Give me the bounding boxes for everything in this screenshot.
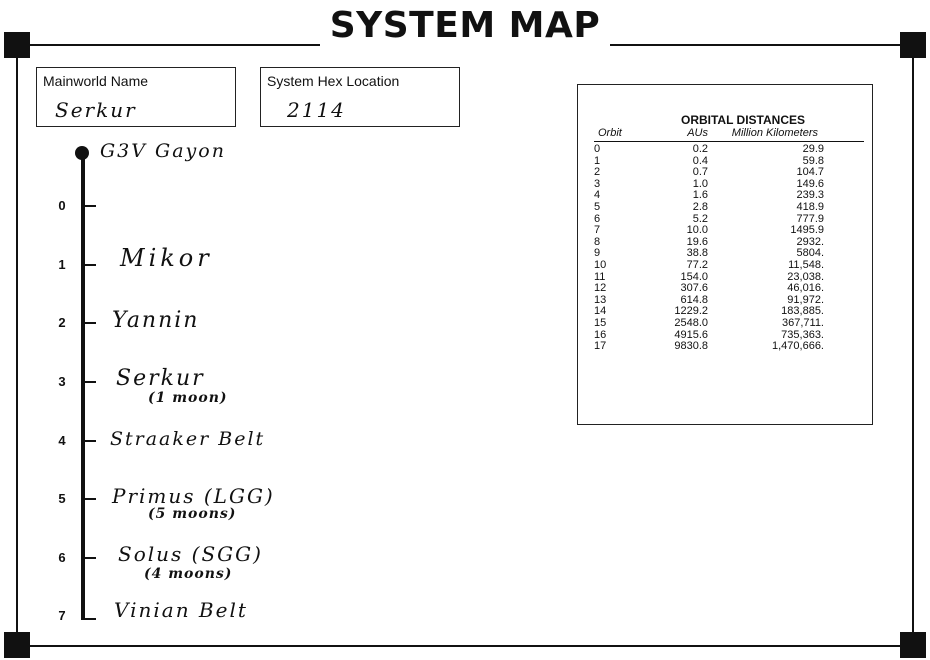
orbit-tick — [84, 440, 96, 442]
corner-top-right — [900, 32, 926, 58]
cell-au: 0.4 — [692, 154, 708, 167]
cell-km: 239.3 — [796, 189, 824, 202]
header-aus: AUs — [642, 127, 708, 142]
cell-orbit: 2 — [594, 166, 601, 179]
cell-au: 0.2 — [692, 143, 708, 155]
cell-orbit: 11 — [594, 270, 606, 283]
mainworld-name-box — [36, 67, 236, 127]
orbit-tick — [84, 498, 96, 500]
cell-km: 11,548. — [788, 258, 824, 271]
cell-orbit: 17 — [594, 340, 607, 353]
cell-orbit: 4 — [594, 189, 601, 202]
orbital-distances-box — [577, 84, 873, 425]
orbit-number: 3 — [58, 374, 66, 389]
mainworld-name-label: Mainworld Name — [43, 73, 149, 89]
page-title: SYSTEM MAP — [329, 5, 601, 46]
cell-au: 9830.8 — [674, 340, 708, 353]
corner-bottom-right — [900, 632, 926, 658]
orbit-tick — [84, 618, 96, 620]
cell-au: 38.8 — [686, 247, 708, 260]
cell-orbit: 7 — [594, 224, 601, 237]
cell-km: 149.6 — [796, 177, 824, 190]
cell-km: 367,711. — [781, 316, 824, 329]
cell-orbit: 16 — [594, 328, 607, 341]
cell-orbit: 1 — [594, 154, 601, 167]
table-row — [594, 341, 864, 353]
frame-bottom — [16, 645, 914, 647]
cell-km: 777.9 — [796, 212, 824, 225]
cell-km: 735,363. — [781, 328, 824, 341]
orbit-number: 1 — [58, 257, 66, 272]
cell-au: 0.7 — [692, 166, 708, 179]
system-hex-value: 2114 — [287, 98, 346, 122]
cell-au: 1.6 — [692, 189, 708, 202]
header-million-km: Million Kilometers — [708, 127, 864, 142]
corner-bottom-left — [4, 632, 30, 658]
frame-right — [912, 44, 914, 646]
table-header-row — [594, 127, 864, 142]
cell-km: 1,470,666. — [772, 340, 824, 353]
orbit-number: 6 — [58, 550, 66, 565]
orbit-number: 4 — [58, 433, 66, 448]
orbit-tick — [84, 205, 96, 207]
header-orbit: Orbit — [594, 127, 642, 142]
primary-star-dot — [75, 146, 89, 160]
corner-top-left — [4, 32, 30, 58]
orbit-body-moons: (5 moons) — [148, 506, 237, 522]
orbit-body-name: Vinian Belt — [114, 598, 248, 622]
cell-au: 1.0 — [692, 177, 708, 190]
orbit-tick — [84, 557, 96, 559]
cell-orbit: 10 — [594, 258, 607, 271]
orbit-number: 0 — [58, 198, 66, 213]
cell-orbit: 12 — [594, 282, 607, 295]
mainworld-name-value: Serkur — [55, 98, 137, 122]
frame-left — [16, 44, 18, 646]
orbit-axis-line — [81, 152, 85, 620]
cell-orbit: 6 — [594, 212, 601, 225]
cell-orbit: 8 — [594, 235, 601, 248]
cell-orbit: 9 — [594, 247, 601, 260]
cell-au: 4915.6 — [674, 328, 708, 341]
system-hex-box — [260, 67, 460, 127]
cell-km: 2932. — [796, 235, 824, 248]
cell-au: 77.2 — [686, 258, 708, 271]
cell-au: 154.0 — [680, 270, 708, 283]
orbit-body-name: Solus (SGG) — [118, 542, 263, 566]
cell-au: 2548.0 — [674, 316, 708, 329]
cell-km: 29.9 — [802, 143, 824, 155]
cell-orbit: 0 — [594, 143, 601, 155]
orbit-body-name: Serkur — [116, 366, 205, 391]
cell-orbit: 3 — [594, 177, 601, 190]
orbit-body-name: Straaker Belt — [110, 428, 266, 450]
cell-au: 5.2 — [692, 212, 708, 225]
orbit-number: 2 — [58, 315, 66, 330]
cell-km: 23,038. — [787, 270, 824, 283]
cell-km: 1495.9 — [790, 224, 824, 237]
cell-au: 307.6 — [680, 282, 708, 295]
orbital-distances-title: ORBITAL DISTANCES — [680, 113, 805, 127]
cell-km: 46,016. — [787, 282, 824, 295]
orbit-body-name: Yannin — [112, 308, 200, 333]
system-hex-label: System Hex Location — [267, 73, 400, 89]
orbital-distances-table — [594, 127, 864, 353]
cell-km: 91,972. — [787, 293, 824, 306]
table-row — [594, 202, 864, 214]
cell-km: 183,885. — [781, 305, 824, 318]
orbit-number: 5 — [58, 491, 66, 506]
cell-orbit: 15 — [594, 316, 607, 329]
cell-km: 5804. — [796, 247, 824, 260]
table-row — [594, 283, 864, 295]
cell-au: 2.8 — [692, 200, 708, 213]
table-row — [594, 260, 864, 272]
table-row — [594, 142, 864, 156]
cell-au: 10.0 — [686, 224, 708, 237]
orbit-tick — [84, 264, 96, 266]
cell-orbit: 13 — [594, 293, 607, 306]
orbit-tick — [84, 381, 96, 383]
cell-au: 19.6 — [686, 235, 708, 248]
cell-orbit: 5 — [594, 200, 601, 213]
orbit-body-name: Mikor — [120, 244, 213, 272]
cell-au: 1229.2 — [674, 305, 708, 318]
orbit-number: 7 — [58, 608, 66, 623]
orbit-body-name: Primus (LGG) — [112, 484, 275, 508]
cell-km: 418.9 — [796, 200, 824, 213]
table-row — [594, 225, 864, 237]
cell-au: 614.8 — [680, 293, 708, 306]
primary-star-label: G3V Gayon — [100, 140, 226, 162]
cell-km: 104.7 — [796, 166, 824, 179]
cell-km: 59.8 — [802, 154, 824, 167]
table-row — [594, 318, 864, 330]
cell-orbit: 14 — [594, 305, 607, 318]
orbit-body-moons: (1 moon) — [148, 390, 228, 406]
orbit-tick — [84, 322, 96, 324]
orbit-body-moons: (4 moons) — [144, 566, 233, 582]
